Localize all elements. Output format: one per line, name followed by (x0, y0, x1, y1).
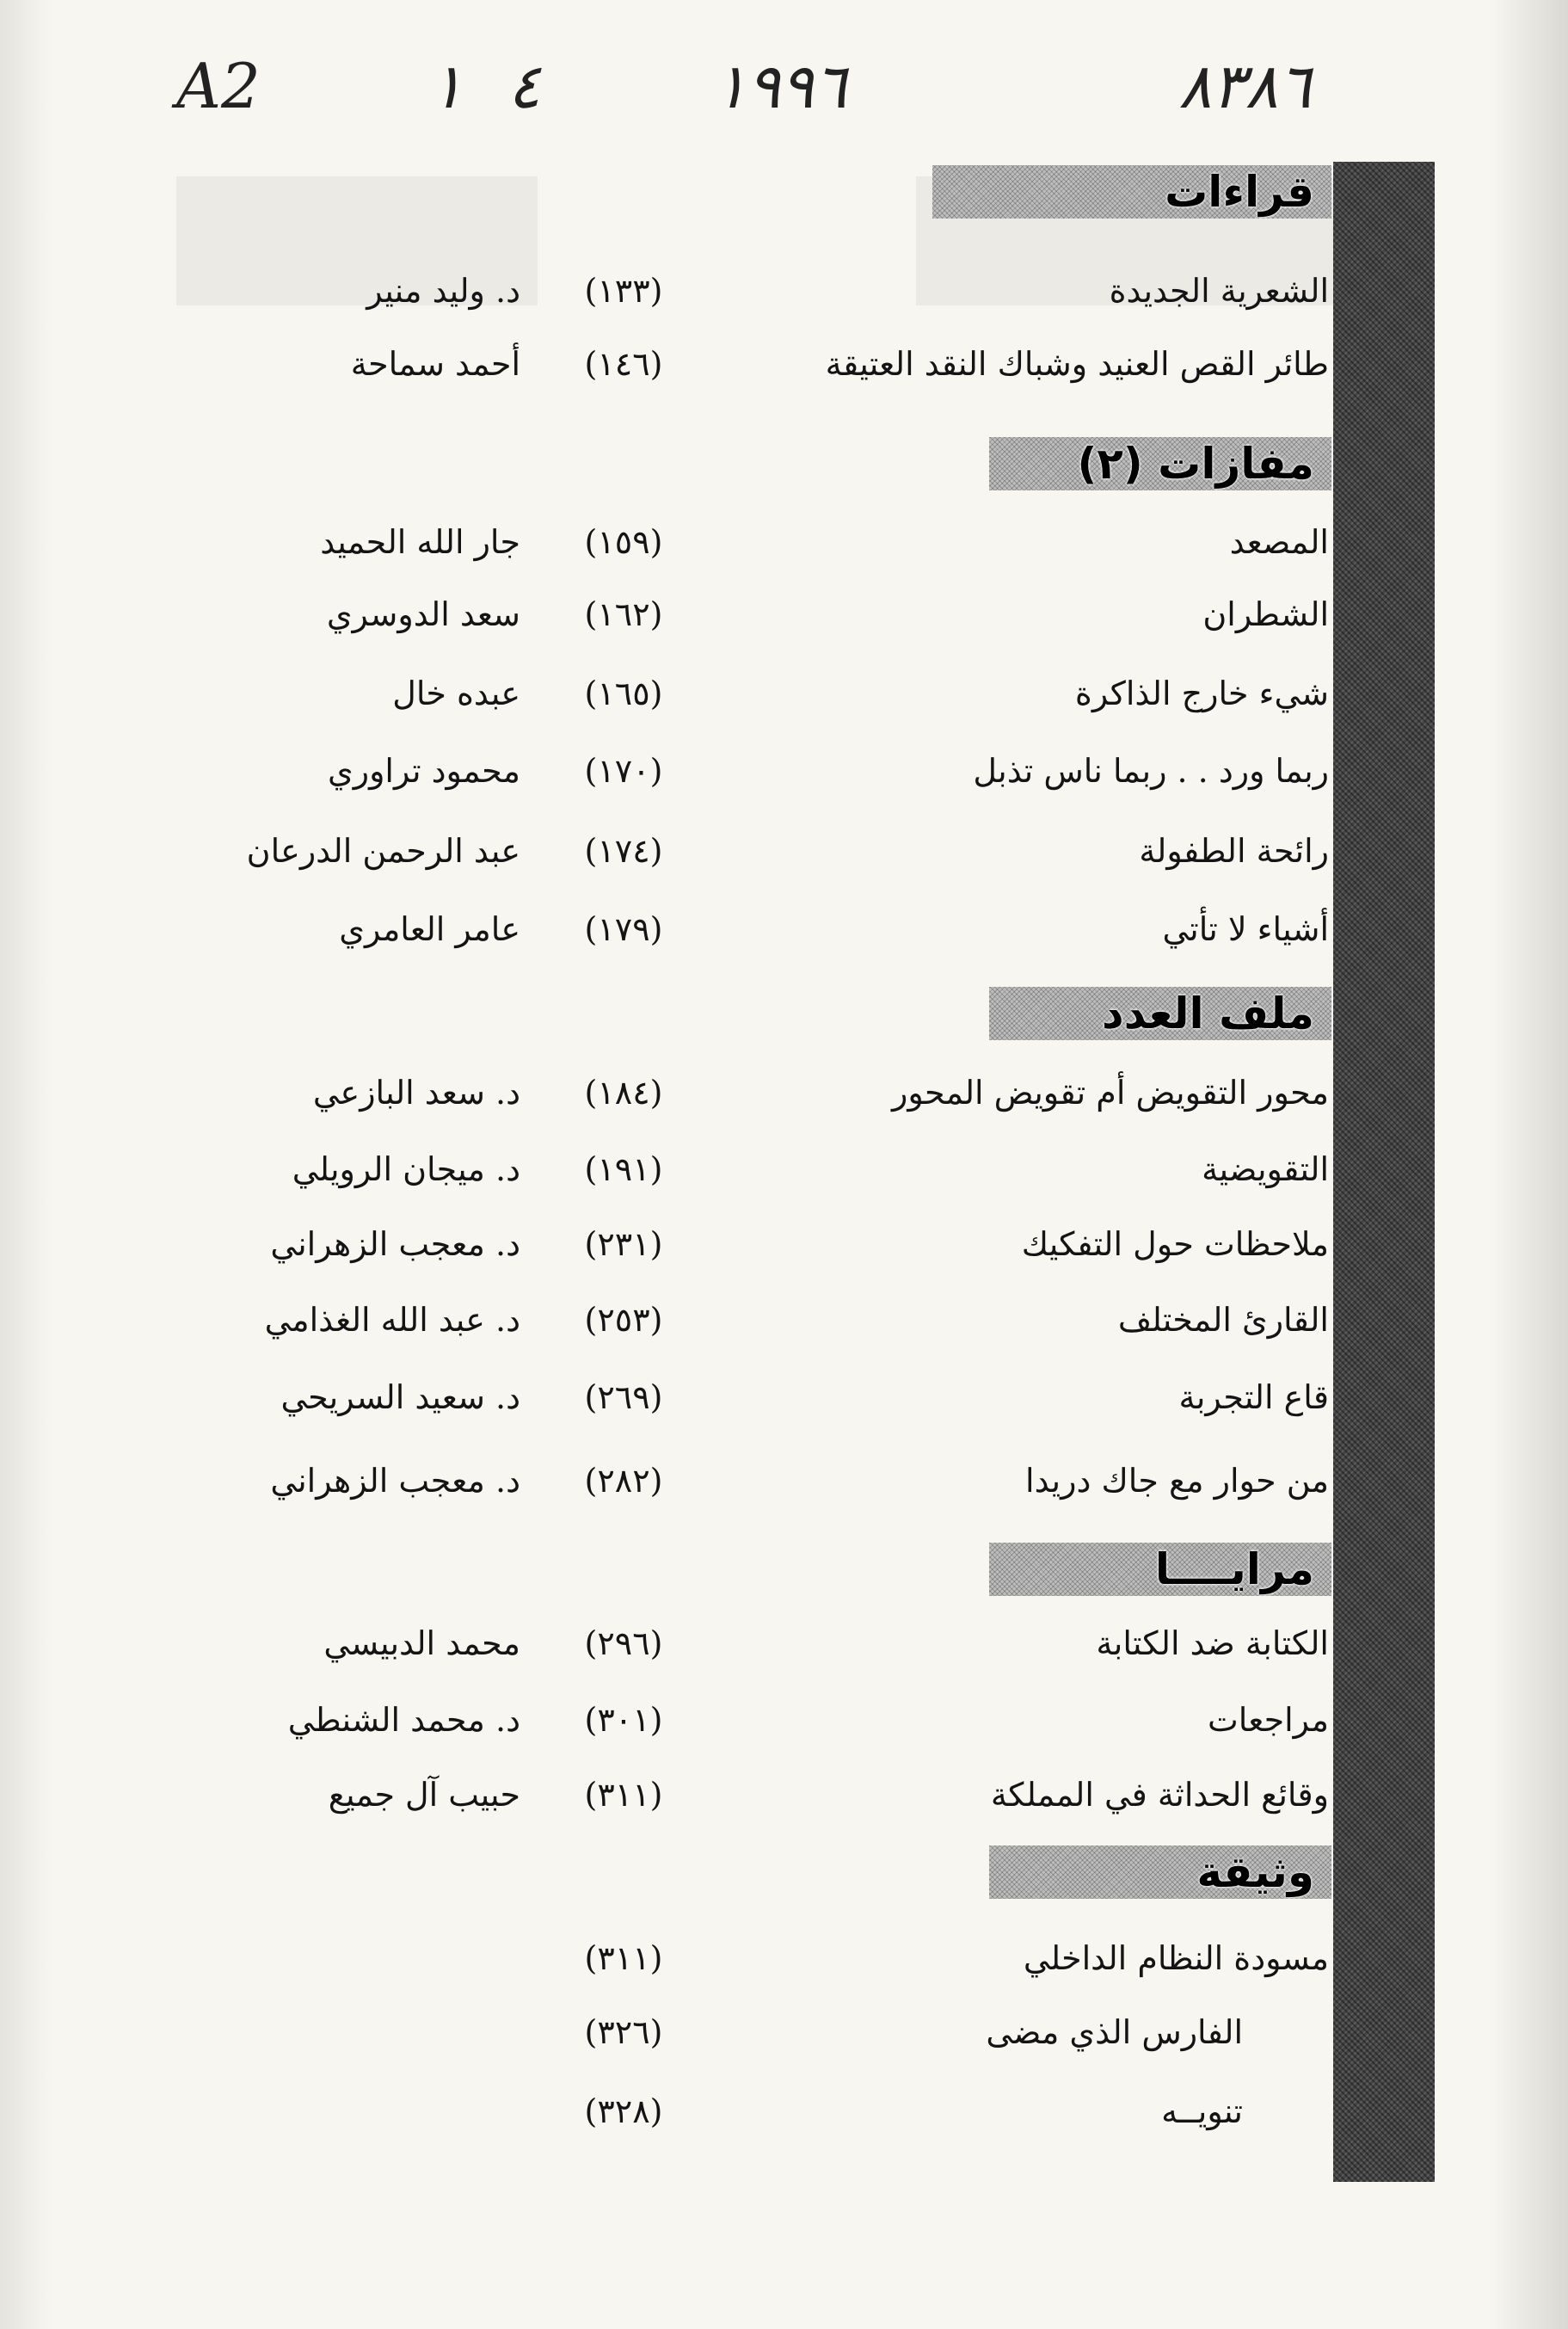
entry-author: د. ميجان الرويلي (292, 1150, 520, 1188)
page-edge-right (1491, 0, 1568, 2329)
entry-title: أشياء لا تأتي (1162, 910, 1329, 948)
toc-entry (172, 513, 1329, 571)
entry-title: رائحة الطفولة (1139, 832, 1329, 870)
entry-page: (٢٥٣) (584, 1301, 663, 1339)
entry-title: قاع التجربة (1178, 1378, 1329, 1416)
toc-entry (172, 1063, 1329, 1122)
entry-author: عامر العامري (339, 910, 520, 948)
entry-author: د. معجب الزهراني (270, 1225, 520, 1263)
entry-title: المصعد (1229, 523, 1329, 561)
decorative-sidebar-bar (1333, 162, 1435, 2182)
toc-entry (172, 822, 1329, 880)
toc-entry (172, 1368, 1329, 1426)
entry-page: (٢٨٢) (584, 1462, 663, 1500)
toc-entry (172, 262, 1329, 320)
entry-title: التقويضية (1202, 1150, 1329, 1188)
entry-page: (١٧٠) (584, 752, 663, 790)
entry-title: شيء خارج الذاكرة (1074, 675, 1329, 712)
entry-author: د. وليد منير (366, 272, 520, 310)
entry-title: مراجعات (1207, 1701, 1329, 1739)
entry-title: طائر القص العنيد وشباك النقد العتيقة (825, 345, 1329, 383)
entry-page: (٣١١) (584, 1776, 663, 1814)
entry-page: (١٣٣) (584, 272, 663, 310)
entry-page: (١٧٩) (584, 910, 663, 948)
toc-entry (172, 664, 1329, 723)
entry-author: عبده خال (392, 675, 520, 712)
toc-entry (172, 1140, 1329, 1198)
section-header (989, 1543, 1331, 1596)
section-header (989, 437, 1331, 490)
handwritten-mark: ١٩٩٦ (714, 50, 847, 122)
entry-title: ربما ورد . . ربما ناس تذبل (973, 752, 1329, 790)
entry-author: د. سعيد السريحي (280, 1378, 520, 1416)
entry-title: تنويــه (1161, 2092, 1243, 2130)
page-edge-left (0, 0, 52, 2329)
toc-entry (172, 1691, 1329, 1749)
entry-page: (١٨٤) (584, 1074, 663, 1112)
entry-page: (٢٩٦) (584, 1624, 663, 1662)
entry-page: (١٤٦) (584, 345, 663, 383)
entry-page: (١٦٥) (584, 675, 663, 712)
entry-author: سعد الدوسري (326, 595, 520, 633)
entry-title: محور التقويض أم تقويض المحور (891, 1074, 1329, 1112)
toc-entry (172, 335, 1329, 393)
entry-page: (٣١١) (584, 1939, 663, 1977)
toc-entry (172, 1614, 1329, 1673)
entry-author: د. سعد البازعي (312, 1074, 520, 1112)
entry-page: (١٥٩) (584, 523, 663, 561)
entry-author: حبيب آل جميع (328, 1776, 520, 1814)
toc-entry (172, 585, 1329, 644)
toc-entry (172, 1929, 1329, 1987)
entry-author: د. عبد الله الغذامي (264, 1301, 520, 1339)
section-title: وثيقة (1196, 1847, 1314, 1897)
entry-page: (٢٦٩) (584, 1378, 663, 1416)
toc-entry (172, 1291, 1329, 1349)
entry-page: (١٩١) (584, 1150, 663, 1188)
toc-entry (172, 1451, 1329, 1510)
section-header (989, 987, 1331, 1040)
entry-title: من حوار مع جاك دريدا (1025, 1462, 1329, 1500)
entry-page: (١٧٤) (584, 832, 663, 870)
entry-title: مسودة النظام الداخلي (1023, 1939, 1329, 1977)
entry-author: جار الله الحميد (320, 523, 520, 561)
entry-title: الشعرية الجديدة (1109, 272, 1329, 310)
section-title: قراءات (1165, 167, 1314, 217)
entry-title: الكتابة ضد الكتابة (1096, 1624, 1329, 1662)
section-title: مفازات (٢) (1077, 439, 1314, 489)
entry-author: أحمد سماحة (350, 345, 520, 383)
entry-author: د. محمد الشنطي (287, 1701, 520, 1739)
entry-author: د. معجب الزهراني (270, 1462, 520, 1500)
section-title: ملف العدد (1102, 989, 1314, 1038)
entry-title: القارئ المختلف (1117, 1301, 1329, 1339)
entry-title: الشطران (1202, 595, 1329, 633)
entry-page: (٢٣١) (584, 1225, 663, 1263)
entry-page: (٣٠١) (584, 1701, 663, 1739)
entry-title: وقائع الحداثة في المملكة (990, 1776, 1329, 1814)
toc-entry (172, 2003, 1329, 2061)
entry-author: محمد الدبيسي (323, 1624, 520, 1662)
toc-entry (172, 742, 1329, 800)
handwritten-mark: ٨٣٨٦ (1178, 50, 1312, 122)
entry-author: محمود تراوري (327, 752, 520, 790)
section-header (932, 165, 1331, 219)
handwritten-mark: A2 (176, 50, 261, 122)
entry-page: (١٦٢) (584, 595, 663, 633)
entry-title: ملاحظات حول التفكيك (1021, 1225, 1329, 1263)
section-title: مرايــــا (1154, 1544, 1314, 1594)
handwritten-mark: ٤ (507, 50, 541, 122)
toc-entry (172, 2082, 1329, 2141)
section-header (989, 1845, 1331, 1899)
toc-entry (172, 1215, 1329, 1273)
entry-author: عبد الرحمن الدرعان (246, 832, 520, 870)
entry-page: (٣٢٦) (584, 2013, 663, 2051)
handwritten-mark: ١ (430, 50, 464, 122)
entry-page: (٣٢٨) (584, 2092, 663, 2130)
entry-title: الفارس الذي مضى (986, 2013, 1243, 2051)
toc-entry (172, 900, 1329, 958)
toc-entry (172, 1765, 1329, 1824)
